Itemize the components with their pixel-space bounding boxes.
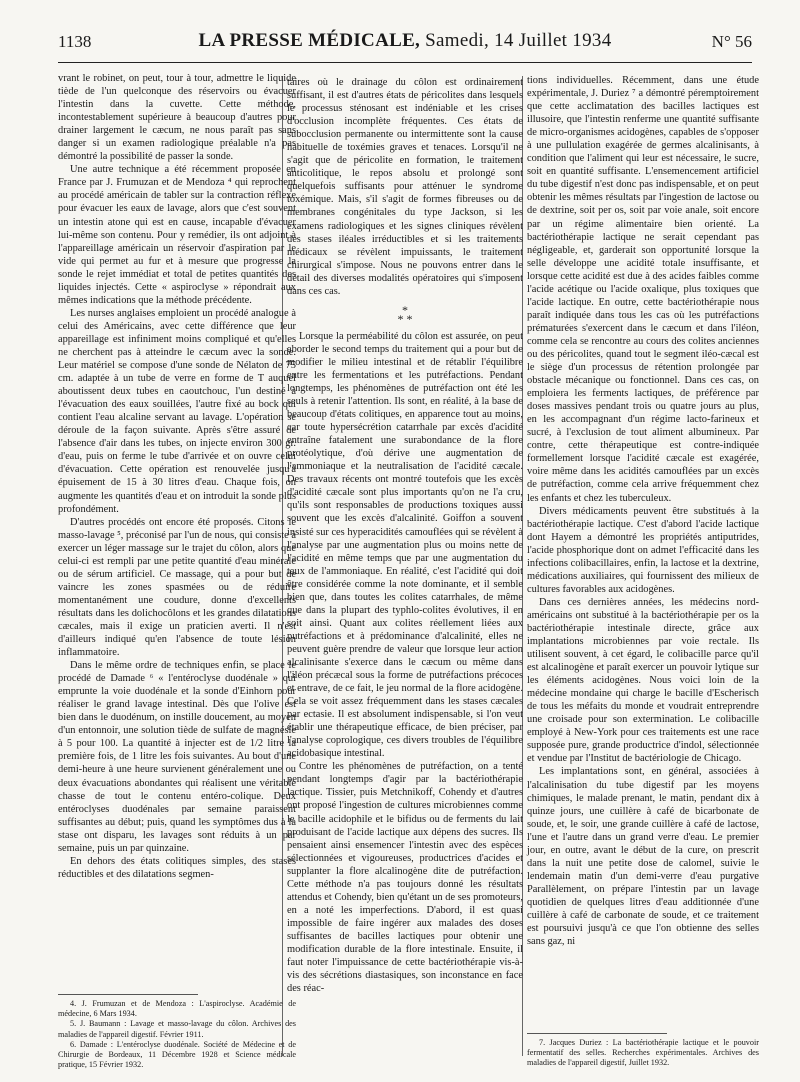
text-column-3: [527, 74, 759, 948]
footnote: 5. J. Baumann : Lavage et masso-lavage du côlon. Archives des maladies de l'appareil digestif. Février 1911.: [58, 1019, 296, 1039]
text-column-2: [287, 76, 523, 995]
paragraph: Divers médicaments peuvent être substitués à la bactériothérapie lactique. C'est d'abord l'acide lactique dont Hayem a démontré les propriétés antiputrides, l'acide phosphorique dont on admet l'efficacité dans les infections colibacillaires, enfin, la lactose et la dextrine, médications auxiliaires, qui fournissent des milieux de cultures favorables aux acidogènes.: [527, 505, 759, 595]
text-column-1: [58, 72, 296, 881]
paragraph: Les implantations sont, en général, associées à l'alcalinisation du tube digestif par les moyens chimiques, le malade prenant, le matin, pendant dix à quinze jours, une cuillère à café de bicarbonate de soude, et, le soir, une grande cuillère à café de lactose, l'une et l'autre dans un grand verre d'eau. Le premier jour, en outre, avant le début de la cure, on prescrit dans la nuit une petite dose de calomel, suivie le lendemain matin d'un demi-verre d'eau purgative Parallèlement, on prépare l'intestin par un lavage quotidien de quelques litres d'eau additionnée d'une cuillère à café de carbonate de soude, et ce traitement est poursuivi jusqu'à ce que l'on obtienne des selles sans gaz, ni: [527, 766, 759, 948]
paragraph: Lorsque la perméabilité du côlon est assurée, on peut aborder le second temps du traitement qui a pour but de modifier le milieu intestinal et de rétablir l'équilibre entre les fermentations et les putréfactions. Pendant longtemps, les phénomènes de putréfaction ont été les seuls à retenir l'attention. Ils sont, en réalité, à la base de beaucoup d'états colitiques, en apparence tout au moins, car toute hypersécrétion catarrhale par excès d'acidité entraîne fatalement une surabondance de la flore protéolytique, d'où dérive une augmentation de l'ammoniaque et la neutralisation de l'acidité cæcale. Des travaux récents ont montré toutefois que les excès d'acidité cæcale sont plus importants qu'on ne l'a cru, qu'ils sont responsables de productions toxiques aussi souvent que les excès d'alcalinité. Goiffon a souvent insisté sur ces hyperacidités camouflées qui se révèlent à l'analyse par une augmentation plus ou moins nette de l'acidité en même temps que par une augmentation du taux de l'ammoniaque. En réalité, c'est l'acidité qui doit être considérée comme la note dominante, et il semble bien que, dans toutes les colites catarrhales, de même que dans la plupart des typhlo-colites évolutives, il en soit ainsi. Quant aux colites réellement liées aux putréfactions et à prédominance d'alcalinité, elles ne peuvent guère prendre de valeur que lorsque leur action alcalinisante s'exerce dans le cæcum ou même dans l'iléon précæcal sous la forme de putréfactions précoces et entrave, de ce fait, le jeu normal de la flore acidogène. Cela se voit assez fréquemment dans les stases cæcales par ectasie. Il est absolument indispensable, si l'on veut établir une thérapeutique efficace, de bien préciser, par l'analyse coprologique, ces divers troubles de l'équilibre acidobasique intestinal.: [287, 330, 524, 760]
paragraph: Une autre technique a été récemment proposée en France par J. Frumuzan et de Mendoza ⁴ qui reprochent au procédé américain de tabler sur la contraction réflexe pour évacuer les eaux de lavage, alors que c'est souvent un intestin atone qui est en cause, incapable d'évacuer lui-même son contenu. Pour y remédier, ils ont adjoint à l'appareillage américain un réservoir d'aspiration par le vide qui permet au fur et à mesure que progresse la sonde le rejet immédiat et total de petites quantités des liquides injectés. Cette « aspiroclyse » répondrait aux mêmes indications que la méthode précédente.: [58, 164, 296, 306]
issue-date: Samedi, 14 Juillet 1934: [425, 30, 612, 51]
running-title: [58, 30, 752, 52]
paragraph: tions individuelles. Récemment, dans une étude expérimentale, J. Duriez ⁷ a démontré péremptoirement que cette acclimatation des bacilles lactiques est illusoire, que l'intestin renferme une quantité suffisante de micro-organismes acidogènes, capables de s'opposer à une pullulation exagérée de germes alcalinisants, à condition que l'aliment qui leur est nécessaire, le sucre, soit en quantité suffisante. L'ensemencement artificiel du tube digestif n'est donc pas indispensable, et on peut obtenir les mêmes résultats par l'ingestion de lactose ou de dextrine, soit per os, soit par voie anale, soit encore par un régime alimentaire bien orienté. La bactériothérapie lactique ne serait cependant pas négligeable, et, garderait son opportunité lorsque la selle développe une acidité totale insuffisante, et lorsque cette acidité est due à des acides faibles comme l'acide acétique ou l'acide oxalique, plus toxiques que l'acide lactique. En outre, cette bactériothérapie nous paraît indiquée dans tous les cas où les putréfactions prématurées s'exercent dans le cæcum et dans l'iléon, comme cela se rencontre au cours des colites anciennes ou des péricolites, quand tout le segment iléo-cæcal est le siège d'un processus de rétention prolongée par obstacle mécanique ou fonctionnel. Dans ces cas, on emploiera les ferments lactiques, de préférence par doses massives pendant trois ou quatre jours au plus, en les accompagnant d'un régime lacto-farineux et sucré, à l'exclusion de tout aliment albumineux. Par contre, cette thérapeutique est contre-indiquée formellement lorsque l'acidité cæcale est exagérée, voire même dans les acidités camouflées par un excès de putréfaction, comme cela arrive fréquemment chez les enfants et chez les tuberculeux.: [527, 75, 759, 504]
paragraph: En dehors des états colitiques simples, des stases réductibles et des dilatations segmen-: [58, 855, 296, 880]
footnotes-column-1: [58, 988, 296, 1070]
page-number: 1138: [58, 32, 92, 51]
footnote: 7. Jacques Duriez : La bactériothérapie lactique et le pouvoir fermentatif des selles. Recherches expérimentales. Archives des maladies de l'appareil digestif, Juillet 1932.: [527, 1038, 759, 1068]
section-separator: * * *: [397, 302, 413, 326]
issue-number: N° 56: [711, 32, 752, 51]
page-header: [58, 28, 752, 63]
paragraph: Contre les phénomènes de putréfaction, on a tenté pendant longtemps d'agir par la bactériothérapie lactique. Tissier, puis Metchnikoff, Cohendy et d'autres ont proposé l'ingestion de cultures microbiennes comme le bacille acidophile et le bifidus ou de ferments du lait produisant de l'acide lactique aux dépens des sucres. Ils pensaient ainsi ensemencer l'intestin avec des espèces sélectionnées et vigoureuses, productrices d'acides et supplanter la flore alcalinogène dite de putréfaction. Cette méthode n'a pas toujours donné les résultats attendus et Cohendy, bien qu'étant un de ses promoteurs, en a noté les imperfections. D'abord, il est quasi impossible de faire ingérer aux malades des doses suffisantes de bacilles lactiques pour obtenir une modification durable de la flore intestinale. Ensuite, il faut noter l'impuissance de cette bactériothérapie vis-à-vis des sécrétions diastasiques, son inconstance en face des réac-: [287, 761, 523, 995]
paragraph: Dans ces dernières années, les médecins nord-américains ont substitué à la bactériothérapie per os la bactériothérapie intestinale directe, grâce aux implantations microbiennes par voie rectale. Ils utilisent souvent, à cet égard, le colibacille parce qu'il est alcalinogène et paraît exercer un pouvoir lytique sur les éléments acidogènes. Nous voici loin de la médecine mondaine qui charge le bacille d'Escherisch de tous les méfaits du monde et voudrait entreprendre une croisade pour son extermination. Le colibacille employé à New-York pour ces traitements est une race supposée pure, grande productrice d'indol, sélectionnée et vendue par l'Institut de bactériologie de Chicago.: [527, 596, 759, 765]
paragraph: D'autres procédés ont encore été proposés. Citons le masso-lavage ⁵, préconisé par l'un de nous, qui consiste à exercer un léger massage sur le trajet du côlon, alors que celui-ci est rempli par une petite quantité d'eau minérale ou de sérum artificiel. Ce massage, qui a pour but de vaincre les zones spasmées ou de réduire momentanément une coudure, donne d'excellents résultats dans les dolichocôlons et les grandes dilatations cæcales, mais il exige un praticien averti. Il n'est d'ailleurs indiqué qu'en l'absence de toute lésion inflammatoire.: [58, 516, 296, 659]
footnotes-column-3: [527, 1027, 759, 1069]
publication-name: LA PRESSE MÉDICALE,: [198, 30, 421, 51]
footnote: 4. J. Frumuzan et de Mendoza : L'aspiroclyse. Académie de médecine, 6 Mars 1934.: [58, 999, 296, 1019]
paragraph: vrant le robinet, on peut, tour à tour, admettre le liquide tiède de l'un quelconque des réservoirs ou évacuer l'intestin dans la cuvette. Cette méthode, incontestablement supérieure à beaucoup d'autres pour drainer largement le cæcum, ne nous paraît pas sans danger si un examen radiologique préalable n'a pas démontré la possibilité de passer la sonde.: [58, 73, 296, 163]
paragraph: taires où le drainage du côlon est ordinairement suffisant, il est d'autres états de péricolites dans lesquels le processus sténosant est indéniable et les crises d'occlusion incomplète fréquentes. Ces états de subocclusion permanente ou intermittente sont la cause habituelle de toxémies graves et tenaces. Lorsqu'il ne s'agit que de péricolite en formation, le traitement anticolitique, le repos absolu et prolongé sont quelquefois suffisants pour atténuer le syndrome toxémique. Mais, s'il s'agit de formes fibreuses ou de membranes congénitales du type Jackson, si les examens radiologiques et les signes cliniques révèlent des stases iléales irréductibles et si les traitements médicaux se révèlent impuissants, le traitement chirurgical s'impose. Nous ne pouvons entrer dans le détail des diverses modalités opératoires qui s'imposent dans ces cas.: [287, 77, 523, 297]
footnote-rule: [527, 1033, 667, 1034]
footnote-rule: [58, 994, 198, 995]
footnote: 6. Damade : L'entéroclyse duodénale. Société de Médecine et de Chirurgie de Bordeaux, 11 Décembre 1928 et Science médicale pratique, 15 Février 1932.: [58, 1039, 296, 1070]
paragraph: Dans le même ordre de techniques enfin, se place le procédé de Damade ⁶ « l'entéroclyse duodénale » qui emprunte la voie duodénale et la sonde d'Einhorn pour réaliser le grand lavage intestinal. Dès que l'olive est bien dans le duodénum, on instille doucement, au moyen d'un entonnoir, une solution tiède de sulfate de magnésie à 5 pour 100. La quantité à injecter est de 1/2 litre la première fois, de 1 litre les fois suivantes. Au bout d'une demi-heure à une heure survienent généralement une ou deux évacuations abondantes qui réalisent une véritable chasse de tout le contenu entéro-colique. Deux entéroclyses duodénales par semaine paraissent suffisantes au début; puis, quand les symptômes dus à la stase ont disparu, les lavages sont réduits à un par semaine, puis un par quinzaine.: [58, 660, 296, 854]
paragraph: Les nurses anglaises emploient un procédé analogue à celui des Américains, avec cette différence que leur appareillage est infiniment moins compliqué et qu'elles ne cherchent pas à atteindre le cæcum avec la sonde. Leur matériel se compose d'une sonde de Nélaton de 75 cm. adaptée à un tube de verre en forme de T auquel aboutissent deux tubes en caoutchouc, l'un destiné à l'évacuation des eaux souillées, l'autre fixé au bock qui contient l'eau alcaline servant au lavage. L'opération se déroule de la façon suivante. Après s'être assuré de l'absence d'air dans les tubes, on injecte environ 300 gr. d'eau, puis on ferme le tube d'arrivée et on ouvre celui d'évacuation. Cette opération est renouvelée jusqu'à épuisement de 15 à 30 litres d'eau. Chaque fois, on augmente les quantités d'eau et on introduit la sonde plus profondément.: [58, 307, 296, 515]
